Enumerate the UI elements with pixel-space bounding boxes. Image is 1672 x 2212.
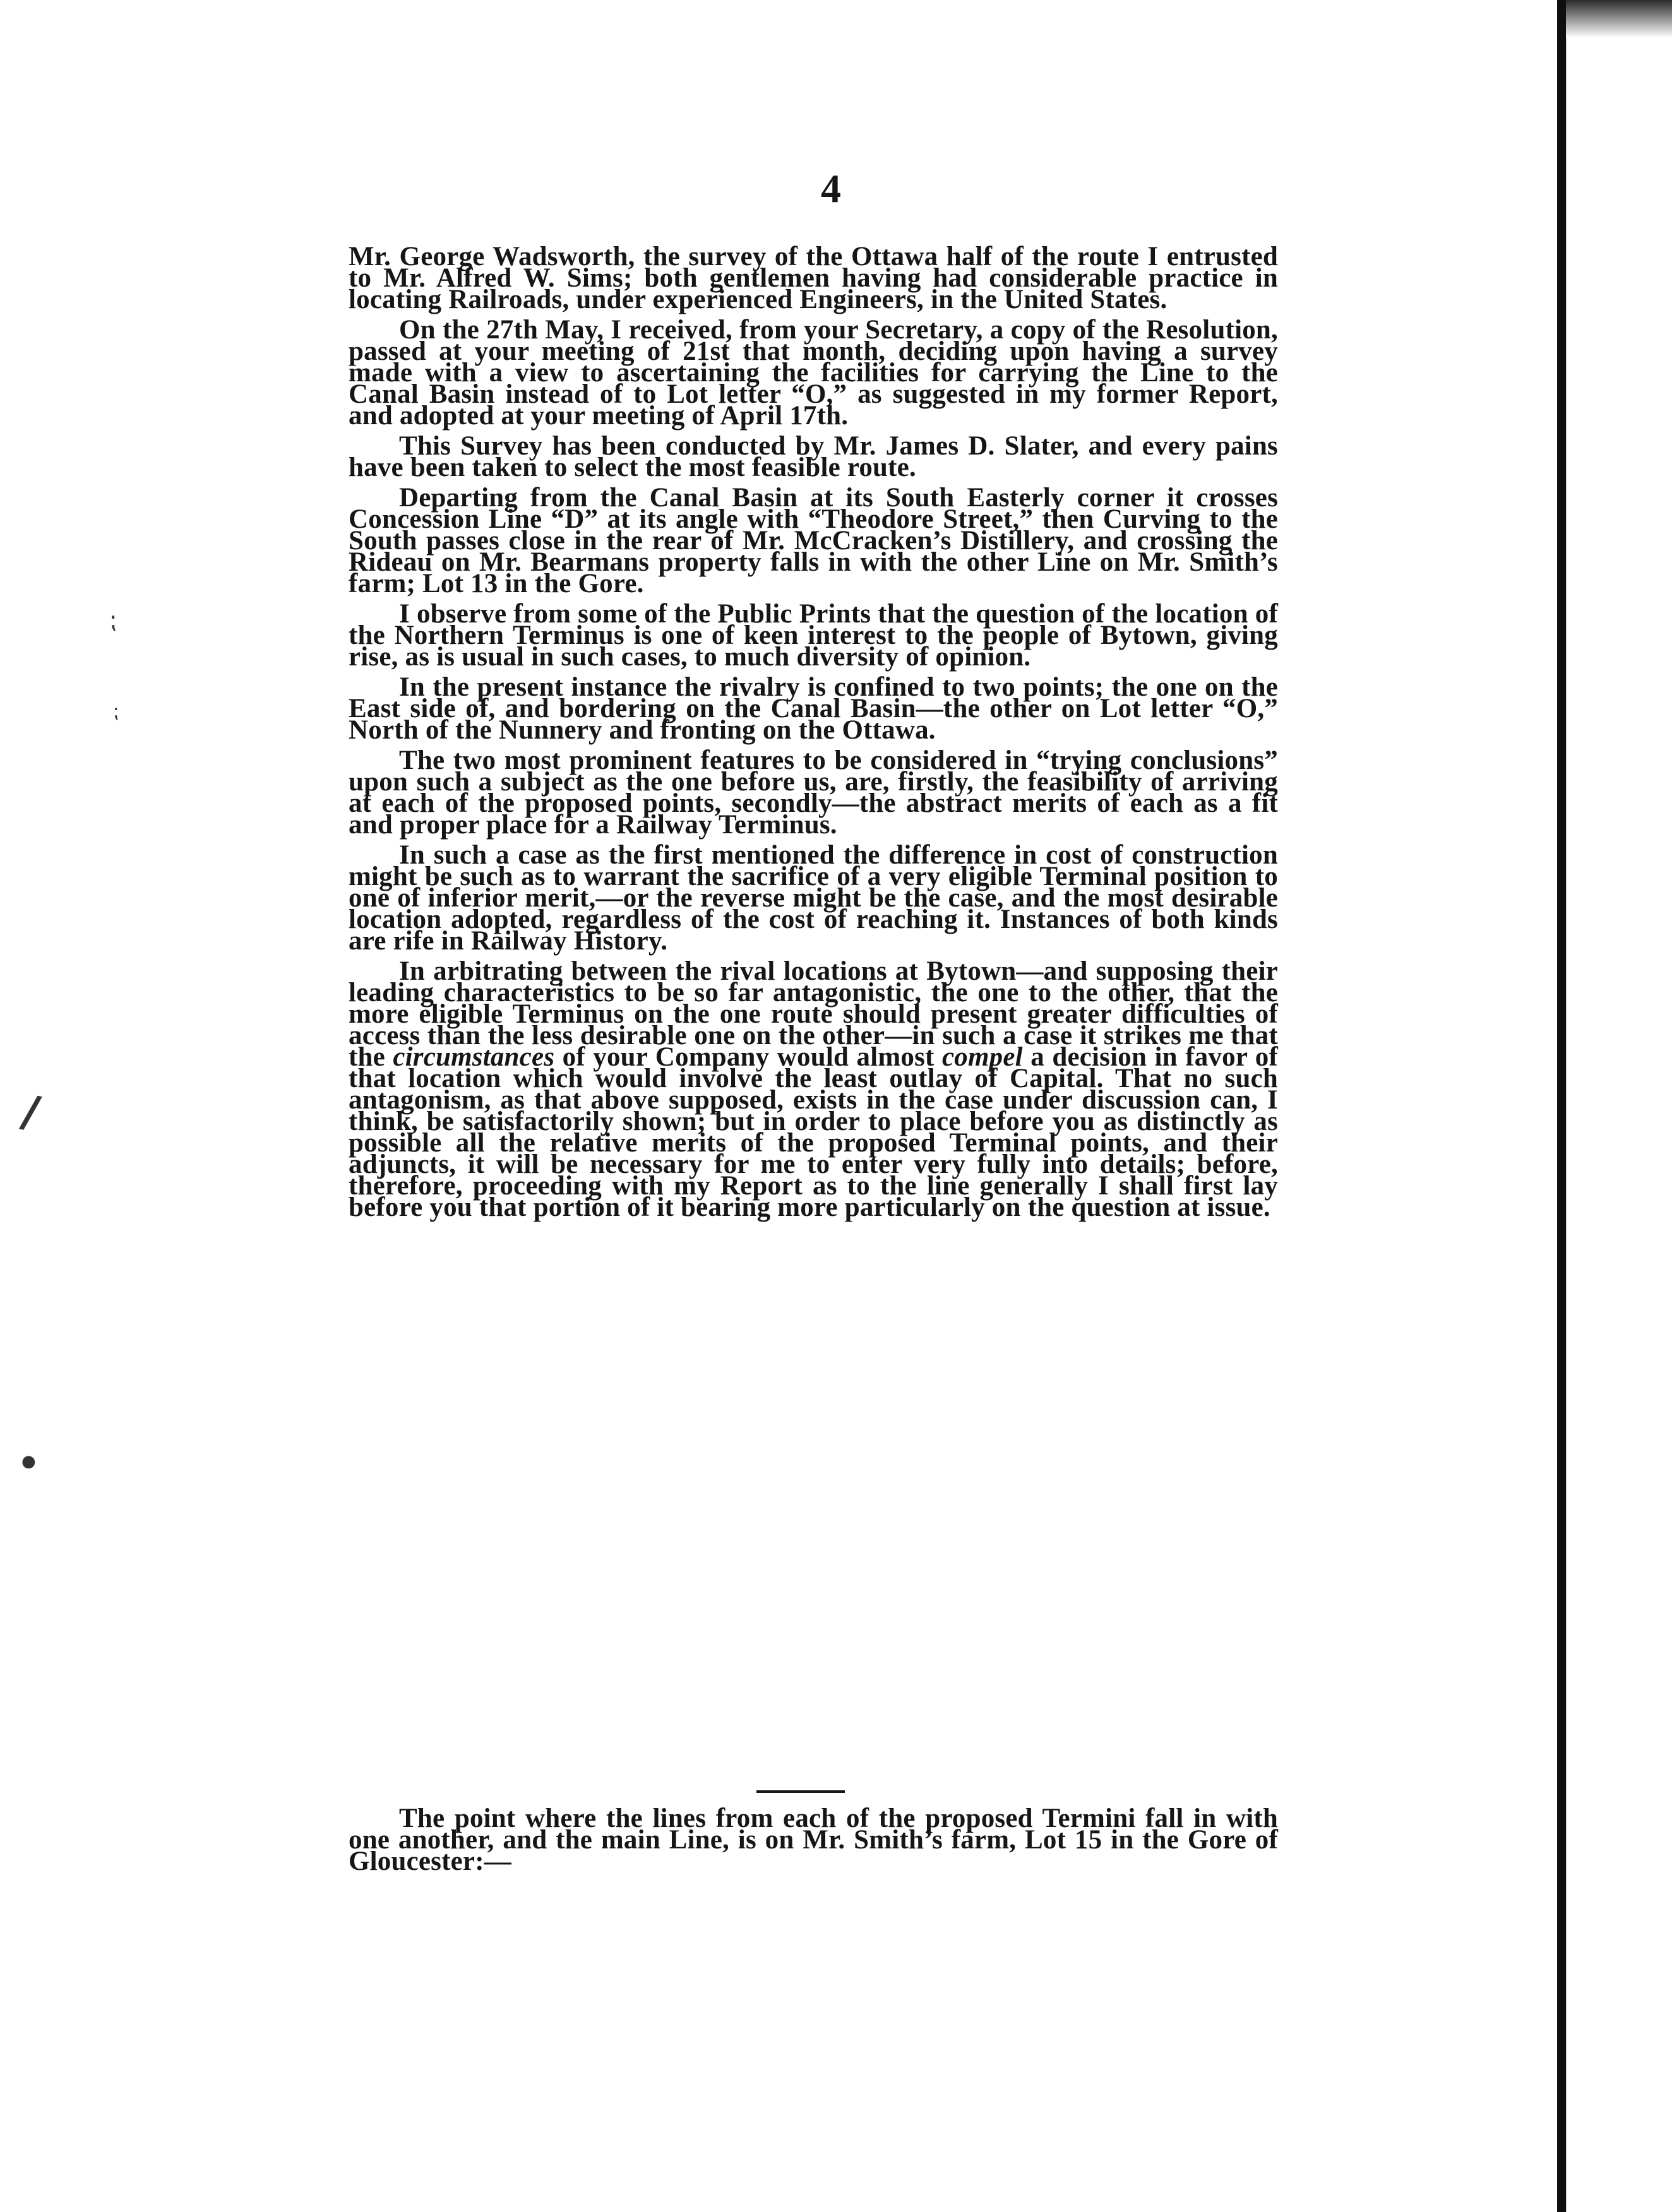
paragraph: The two most prominent features to be considered in “trying conclusions” upon such a subject as the one before us, are, firstly, the feasibility of arriving at each of the proposed points, secondly—the abstract merits of each as a fit and proper place for a Railway Terminus. — [349, 746, 1278, 840]
scan-edge-margin — [1566, 0, 1672, 2212]
body-text — [349, 242, 1278, 1227]
paragraph — [349, 956, 1278, 1222]
margin-speck: ⁏ — [112, 701, 119, 723]
paragraph-text: a decision in favor of that location which would involve the least outlay of Capital. That no such antagonism, as that above supposed, exists in the case under discussion can, I think, be satisfactorily shown; but in order to place before you as distinctly as possible all the relative merits of the proposed Terminal points, and their adjuncts, it will be necessary for me to enter very fully into details; before, therefore, proceeding with my Report as to the line generally I shall first lay before you that portion of it bearing more particularly on the question at issue. — [349, 1042, 1278, 1222]
section-divider — [756, 1790, 845, 1793]
paragraph: In such a case as the first mentioned the difference in cost of construction might be such as to warrant the sacrifice of a very eligible Terminal position to one of inferior merit,—or the reverse might be the case, and the most desirable location adopted, regardless of the cost of reaching it. Instances of both kinds are rife in Railway History. — [349, 840, 1278, 956]
margin-speck: ● — [21, 1452, 36, 1471]
body-text-continued — [349, 1804, 1278, 1881]
emphasized-word: circumstances — [393, 1042, 555, 1072]
paragraph: This Survey has been conducted by Mr. James D. Slater, and every pains have been taken to select the most feasible route. — [349, 431, 1278, 482]
paragraph: Mr. George Wadsworth, the survey of the Ottawa half of the route I entrusted to Mr. Alfred W. Sims; both gentlemen having had considerable practice in locating Railroads, under experienced Engineers, in the United States. — [349, 242, 1278, 314]
margin-speck: ⁏ — [109, 606, 117, 634]
scan-edge-corner — [1566, 0, 1672, 38]
margin-stroke: / — [17, 1085, 44, 1139]
emphasized-word: compel — [942, 1042, 1023, 1072]
paragraph: Departing from the Canal Basin at its South Easterly corner it crosses Concession Line “D” at its angle with “Theodore Street,” then Curving to the South passes close in the rear of Mr. McCracken’s Distillery, and crossing the Rideau on Mr. Bearmans property falls in with the other Line on Mr. Smith’s farm; Lot 13 in the Gore. — [349, 483, 1278, 598]
paragraph: On the 27th May, I received, from your Secretary, a copy of the Resolution, passed at your meeting of 21st that month, deciding upon having a survey made with a view to ascertaining the facilities for carrying the Line to the Canal Basin instead of to Lot letter “O,” as suggested in my former Report, and adopted at your meeting of April 17th. — [349, 315, 1278, 431]
paragraph: The point where the lines from each of the proposed Termini fall in with one another, and the main Line, is on Mr. Smith’s farm, Lot 15 in the Gore of Gloucester:— — [349, 1804, 1278, 1876]
paragraph-text: of your Company would almost — [554, 1042, 942, 1072]
page-number: 4 — [821, 166, 841, 211]
scan-edge-bar — [1557, 0, 1566, 2212]
paragraph: In the present instance the rivalry is confined to two points; the one on the East side of, and bordering on the Canal Basin—the other on Lot letter “O,” North of the Nunnery and fronting on the Ottawa. — [349, 672, 1278, 745]
paragraph: I observe from some of the Public Prints that the question of the location of the Northern Terminus is one of keen interest to the people of Bytown, giving rise, as is usual in such cases, to much diversity of opinion. — [349, 599, 1278, 672]
paragraph-text: In arbitrating between the rival locations at Bytown—and supposing their leading characteristics to be so far antagonistic, the one to the other, that the more eligible Terminus on the one route should present greater difficulties of access than the less desirable one on the other—in such a case it strikes me that the — [349, 956, 1278, 1072]
